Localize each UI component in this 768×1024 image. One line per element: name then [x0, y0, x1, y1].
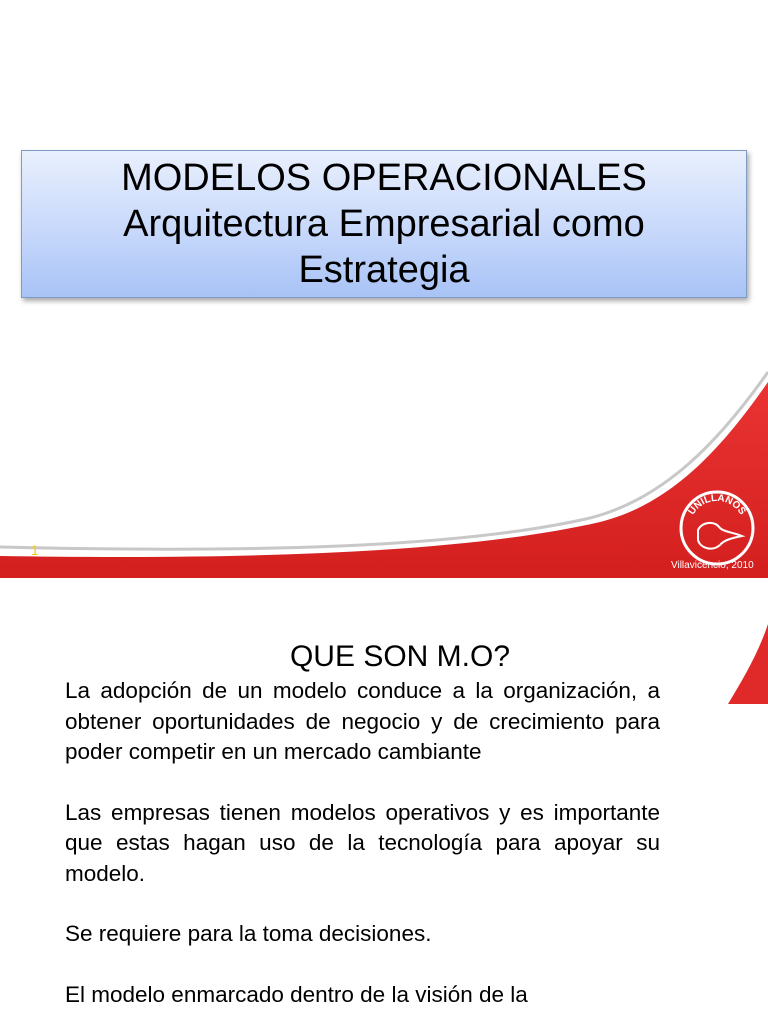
red-corner-decoration — [708, 584, 768, 704]
title-line-2: Arquitectura Empresarial como — [123, 203, 645, 245]
slide-2-body — [65, 676, 660, 1024]
footer-location-date: Villavicencio, 2010 — [671, 560, 754, 571]
body-paragraph: La adopción de un modelo conduce a la organización, a obtener oportunidades de negocio y de crecimiento para poder competir en un mercado cambiante — [65, 678, 660, 764]
slide-2 — [0, 584, 768, 1024]
slide-number: 1 — [31, 542, 39, 558]
title-line-1: MODELOS OPERACIONALES — [121, 157, 647, 199]
body-paragraph: Se requiere para la toma decisiones. — [65, 921, 432, 946]
body-paragraph: Las empresas tienen modelos operativos y es importante que estas hagan uso de la tecnología para apoyar su modelo. — [65, 799, 660, 886]
svg-text:UNILLANOS: UNILLANOS — [686, 492, 748, 517]
slide-2-title: QUE SON M.O? — [289, 640, 511, 673]
title-line-3: Estrategia — [298, 249, 470, 291]
body-paragraph: El modelo enmarcado dentro de la visión de la — [65, 981, 528, 1007]
